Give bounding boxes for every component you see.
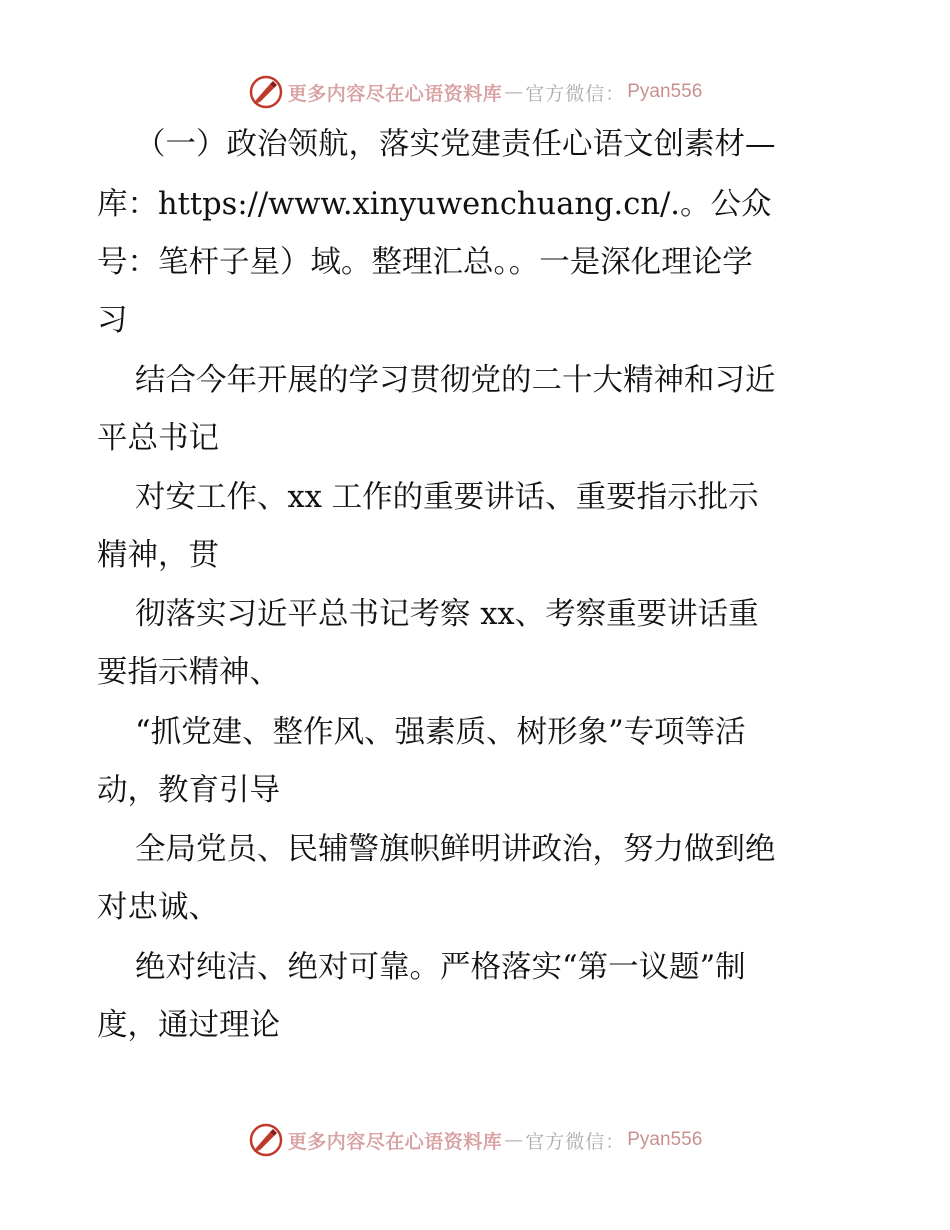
wechat-id: Pyan556 — [627, 81, 703, 102]
text-line: 精神，贯 — [97, 538, 219, 573]
text-line: 彻落实习近平总书记考察 xx、考察重要讲话重 — [135, 597, 759, 632]
separator-dash: — — [504, 81, 524, 103]
text-line: 全局党员、民辅警旗帜鲜明讲政治，努力做到绝 — [135, 832, 776, 867]
text-line: 度，通过理论 — [97, 1008, 280, 1043]
text-line: 绝对纯洁、绝对可靠。严格落实“第一议题”制 — [135, 950, 746, 985]
wechat-id: Pyan556 — [627, 1129, 703, 1150]
wechat-label: 官方微信： — [525, 1130, 626, 1153]
text-line: （一）政治领航，落实党建责任心语文创素材— — [135, 127, 776, 162]
text-line: 平总书记 — [97, 421, 219, 456]
footer-watermark — [0, 1120, 950, 1160]
text-line: 号：笔杆子星）域。整理汇总。。一是深化理论学 — [97, 245, 753, 280]
pen-logo-icon — [248, 1122, 284, 1158]
text-line: 习 — [97, 303, 128, 338]
wechat-label: 官方微信： — [525, 82, 626, 105]
text-line: 对忠诚、 — [97, 890, 219, 925]
text-line: 要指示精神、 — [97, 655, 280, 690]
separator-dash: — — [504, 1129, 524, 1151]
text-line: 库：https://www.xinyuwenchuang.cn/.。公众 — [97, 187, 772, 222]
brand-text: 更多内容尽在心语资料库 — [287, 1130, 503, 1153]
text-line: “抓党建、整作风、强素质、树形象”专项等活 — [135, 715, 746, 750]
text-line: 动，教育引导 — [97, 773, 280, 808]
text-line: 结合今年开展的学习贯彻党的二十大精神和习近 — [135, 363, 776, 398]
text-line: 对安工作、xx 工作的重要讲话、重要指示批示 — [135, 480, 759, 515]
brand-text: 更多内容尽在心语资料库 — [287, 82, 503, 105]
